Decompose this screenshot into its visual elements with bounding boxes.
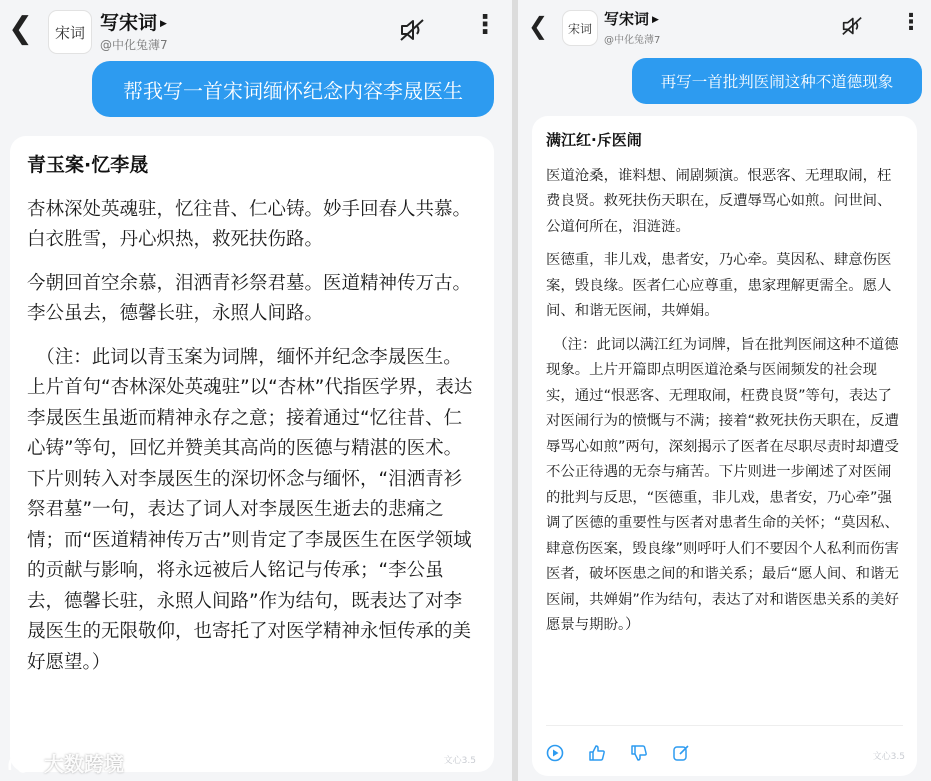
thumbs-up-icon[interactable]: [588, 744, 606, 762]
bot-title[interactable]: 写宋词 ▶: [604, 10, 659, 28]
poem-stanza-1: 杏林深处英魂驻，忆往昔、仁心铸。妙手回春人共慕。白衣胜雪，丹心炽热，救死扶伤路。: [27, 198, 472, 250]
poem-note: （注：此词以满江红为词牌，旨在批判医闹这种不道德现象。上片开篇即点明医道沧桑与医闹频发的社会现实，通过“恨恶客、无理取闹，枉费良贤”等句，表达了对医闹行为的愤慨与不满；接着“救死扶伤天职在，反遭辱骂心如煎”两句，深刻揭示了医者在尽职尽责时却遭受不公正待遇的无奈与痛苦。下片则进一步阐述了对医闹的批判与反思，“医德重，非儿戏，患者安，乃心牵”强调了医德的重要性与医者对患者生命的关怀；“莫因私、肆意伤医案，毁良缘”则呼吁人们不要因个人私利而伤害医者，破坏医患之间的和谐关系；最后“愿人间、和谐无医闹，共婵娟”作为结句，表达了对和谐医患关系的美好愿景与期盼。）: [546, 336, 899, 633]
back-arrow-icon[interactable]: ❮: [528, 12, 549, 40]
chat-header: [0, 0, 512, 58]
mute-icon[interactable]: [398, 18, 426, 42]
back-arrow-icon[interactable]: ❮: [8, 11, 34, 46]
bot-avatar[interactable]: 宋词: [562, 10, 598, 46]
right-chat-screenshot: [518, 0, 931, 781]
edit-share-icon[interactable]: [672, 744, 690, 762]
poem-stanza-2: 今朝回首空余慕，泪洒青衫祭君墓。医道精神传万古。李公虽去，德馨长驻，永照人间路。: [27, 272, 472, 324]
thumbs-down-icon[interactable]: [630, 744, 648, 762]
watermark-logo-icon: [6, 750, 40, 776]
poem-stanza-1: 医道沧桑，谁料想、闹剧频演。恨恶客、无理取闹，枉费良贤。救死扶伤天职在，反遭辱骂心如煎。问世间、公道何所在，泪涟涟。: [546, 167, 892, 235]
poem-title: 满江红·斥医闹: [546, 131, 642, 149]
response-actions: [546, 744, 690, 762]
bot-handle: @中化兔薄7: [604, 35, 661, 46]
model-badge: 文心3.5: [443, 756, 476, 766]
user-message-bubble: 再写一首批判医闹这种不道德现象: [632, 58, 922, 104]
poem-stanza-2: 医德重，非儿戏，患者安，乃心牵。莫因私、肆意伤医案，毁良缘。医者仁心应尊重，患家理解更需全。愿人间、和谐无医闹，共婵娟。: [546, 252, 892, 319]
play-audio-icon[interactable]: [546, 744, 564, 762]
poem-title: 青玉案·忆李晟: [27, 154, 149, 176]
response-card: [10, 136, 494, 772]
model-badge: 文心3.5: [872, 752, 905, 762]
mute-icon[interactable]: [840, 16, 864, 36]
user-message-bubble: 帮我写一首宋词缅怀纪念内容李晟医生: [92, 61, 494, 117]
more-options-icon[interactable]: ⋮: [900, 10, 922, 35]
poem-note: （注：此词以青玉案为词牌，缅怀并纪念李晟医生。上片首句“杏林深处英魂驻”以“杏林”代指医学界，表达李晟医生虽逝而精神永存之意；接着通过“忆往昔、仁心铸”等句，回忆并赞美其高尚的医德与精湛的医术。下片则转入对李晟医生的深切怀念与缅怀，“泪洒青衫祭君墓”一句，表达了词人对李晟医生逝去的悲痛之情；而“医道精神传万古”则肯定了李晟医生在医学领域的贡献与影响，将永远被后人铭记与传承；“李公虽去，德馨长驻，永照人间路”作为结句，既表达了对李晟医生的无限敬仰，也寄托了对医学精神永恒传承的美好愿望。）: [27, 346, 473, 673]
bot-avatar[interactable]: 宋词: [48, 10, 92, 54]
response-card: [532, 116, 917, 776]
chat-header: [518, 0, 931, 58]
watermark-text: 大数跨境: [44, 752, 124, 776]
action-divider: [546, 725, 903, 726]
response-content: [546, 128, 903, 639]
more-options-icon[interactable]: ⋮: [472, 10, 498, 40]
response-content: [27, 150, 476, 678]
bot-handle: @中化兔薄7: [100, 38, 168, 52]
caret-right-icon: ▶: [160, 18, 167, 29]
watermark: [6, 748, 124, 777]
caret-right-icon: ▶: [652, 14, 659, 25]
bot-title[interactable]: 写宋词 ▶: [100, 12, 167, 34]
